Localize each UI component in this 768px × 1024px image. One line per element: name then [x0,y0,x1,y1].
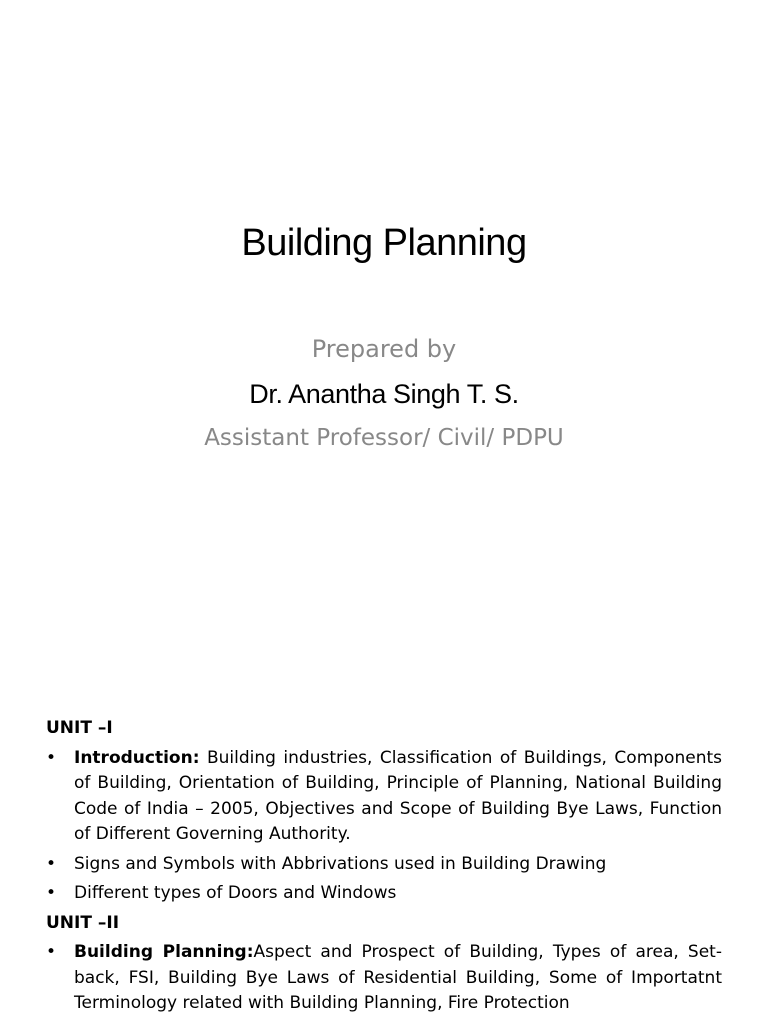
prepared-by-label: Prepared by [311,335,457,363]
list-item [46,852,722,878]
topic-description: Different types of Doors and Windows [74,883,397,903]
slide-title: Building Planning [241,222,527,264]
bullet-icon: • [46,747,57,768]
topic-description: Signs and Symbols with Abbrivations used in Building Drawing [74,853,607,874]
list-item [46,940,722,1017]
bullet-icon: • [46,942,57,962]
unit-2-heading: UNIT –II [46,912,120,933]
unit-2-topic-list [46,940,722,1017]
topic-description: Aspect and Prospect of Building, Types of area, Set-back, FSI, Building Bye Laws of Residential Building, Some of Importatnt Terminology related with Building Planning, Fire Protection [74,942,722,1013]
author-name: Dr. Anantha Singh T. S. [249,379,519,409]
topic-description: Building industries, Classification of Buildings, Components of Building, Orientation of Building, Principle of Planning, National Building Code of India – 2005, Objectives and Scope of Building Bye Laws, Function of Different Governing Authority. [74,747,722,844]
unit-1-topic-list [46,746,722,907]
bullet-icon: • [46,853,57,874]
topic-title: Building Planning: [74,942,254,962]
list-item [46,746,722,848]
syllabus-section [46,716,722,1021]
list-item [46,881,722,907]
unit-1-heading: UNIT –I [46,718,113,738]
topic-title: Introduction: [74,747,200,768]
author-designation: Assistant Professor/ Civil/ PDPU [204,425,564,451]
bullet-icon: • [46,883,57,903]
